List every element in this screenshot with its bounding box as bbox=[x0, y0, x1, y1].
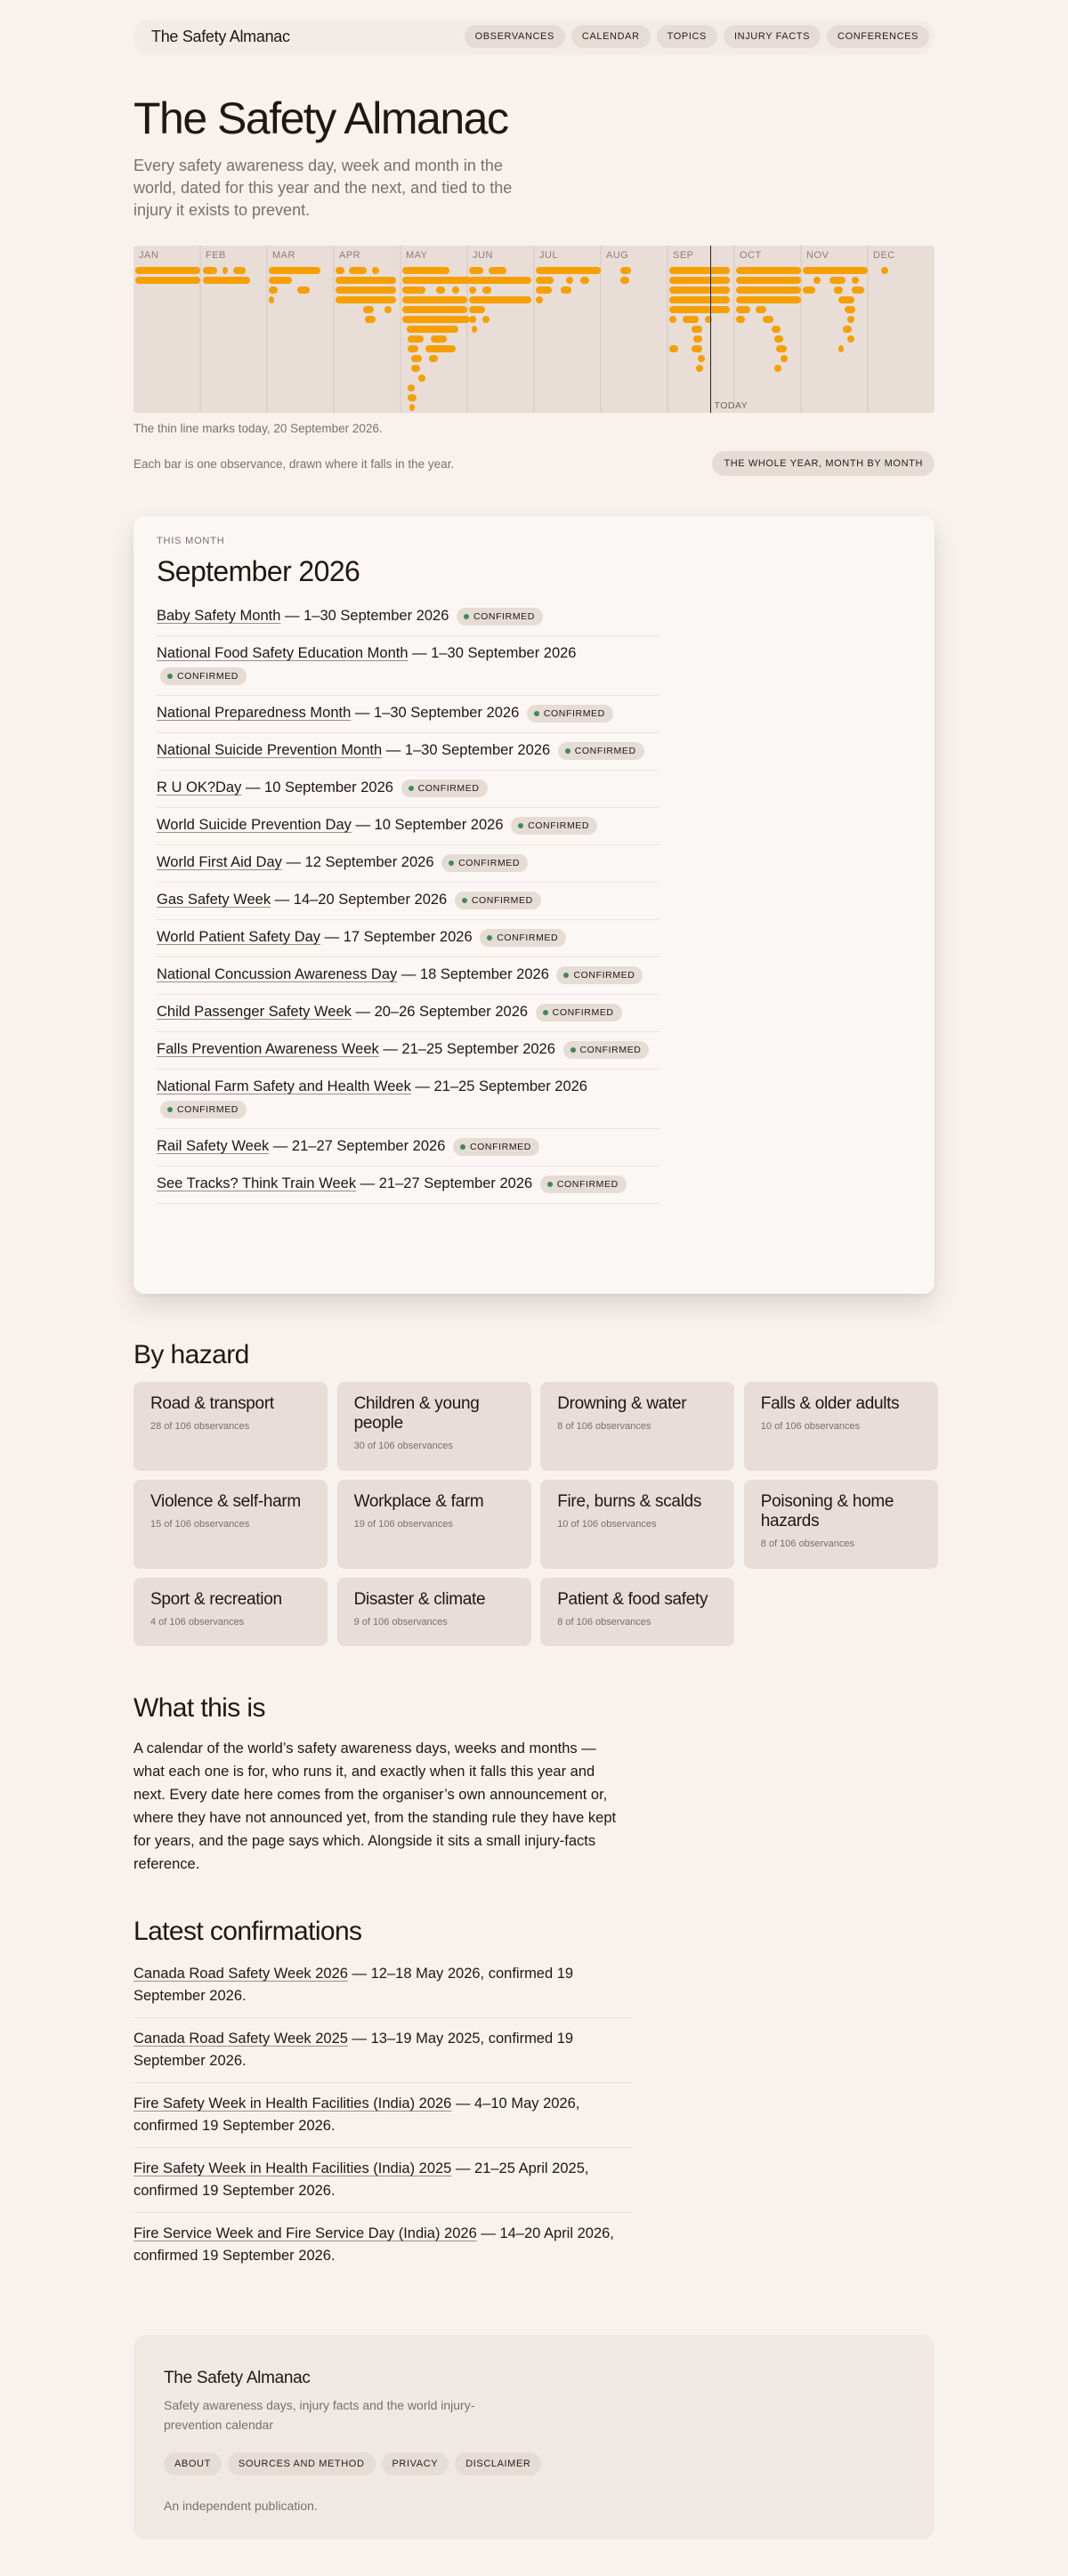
hazard-card[interactable] bbox=[337, 1480, 531, 1569]
observance-link[interactable]: R U OK?Day bbox=[157, 779, 242, 795]
confirmed-badge bbox=[160, 667, 247, 685]
hazard-name: Patient & food safety bbox=[557, 1590, 708, 1609]
observance-link[interactable]: Rail Safety Week bbox=[157, 1138, 270, 1154]
about-section-title: What this is bbox=[134, 1693, 265, 1723]
site-brand[interactable]: The Safety Almanac bbox=[151, 27, 290, 45]
observance-bar bbox=[669, 306, 730, 313]
observance-bar bbox=[845, 306, 855, 313]
observance-dates: — 21–25 September 2026 bbox=[410, 1078, 587, 1094]
observance-bar bbox=[469, 267, 483, 274]
observance-bar bbox=[829, 277, 846, 284]
hazard-card[interactable] bbox=[337, 1578, 531, 1646]
observance-bar bbox=[736, 306, 750, 313]
observance-item bbox=[157, 1070, 659, 1129]
observance-bar bbox=[402, 316, 470, 323]
observance-bar bbox=[774, 365, 781, 372]
observance-bar bbox=[407, 326, 458, 333]
status-dot-icon bbox=[167, 674, 173, 679]
hazard-name: Workplace & farm bbox=[353, 1492, 484, 1511]
observance-bar bbox=[536, 267, 601, 274]
month-label: NOV bbox=[806, 250, 829, 261]
observance-bar bbox=[472, 326, 477, 333]
badge-label: CONFIRMED bbox=[473, 610, 535, 622]
whole-year-button[interactable]: THE WHOLE YEAR, MONTH BY MONTH bbox=[712, 451, 934, 476]
hazard-name: Sport & recreation bbox=[150, 1590, 282, 1609]
month-label: AUG bbox=[606, 250, 629, 261]
observance-bar bbox=[452, 287, 459, 294]
latest-item bbox=[134, 2223, 632, 2277]
confirmed-badge bbox=[401, 779, 488, 797]
latest-link[interactable]: Fire Service Week and Fire Service Day (India) 2026 bbox=[134, 2225, 477, 2241]
nav-injury-facts[interactable]: INJURY FACTS bbox=[724, 25, 821, 48]
year-timeline bbox=[134, 246, 934, 413]
today-label: TODAY bbox=[714, 400, 748, 411]
observance-bar bbox=[363, 306, 374, 313]
timeline-caption: The thin line marks today, 20 September 2026. bbox=[134, 422, 383, 435]
status-dot-icon bbox=[462, 898, 467, 903]
hazard-card[interactable] bbox=[134, 1578, 328, 1646]
month-label: SEP bbox=[673, 250, 694, 261]
observance-bar bbox=[482, 316, 490, 323]
status-dot-icon bbox=[487, 935, 492, 941]
observance-bar bbox=[536, 277, 554, 284]
observance-dates: — 21–27 September 2026 bbox=[269, 1138, 449, 1154]
badge-label: CONFIRMED bbox=[177, 1103, 239, 1115]
observance-link[interactable]: National Preparedness Month bbox=[157, 705, 352, 721]
latest-link[interactable]: Fire Safety Week in Health Facilities (India) 2025 bbox=[134, 2160, 452, 2176]
observance-item bbox=[157, 696, 659, 733]
hazard-name: Road & transport bbox=[150, 1394, 274, 1413]
footer-privacy-link[interactable]: PRIVACY bbox=[382, 2452, 449, 2475]
badge-label: CONFIRMED bbox=[528, 820, 590, 831]
observance-bar bbox=[881, 267, 888, 274]
status-dot-icon bbox=[464, 614, 469, 619]
hazard-name: Fire, burns & scalds bbox=[557, 1492, 702, 1511]
observance-item bbox=[157, 1167, 659, 1204]
observance-item bbox=[157, 845, 659, 883]
confirmed-badge bbox=[511, 817, 597, 835]
observance-item bbox=[157, 808, 659, 845]
observance-bar bbox=[233, 267, 246, 274]
observance-bar bbox=[135, 277, 200, 284]
observance-bar bbox=[365, 316, 376, 323]
observance-bar bbox=[620, 277, 629, 284]
latest-item bbox=[134, 1963, 632, 2018]
timeline-footer-row bbox=[134, 451, 934, 476]
confirmed-badge bbox=[453, 1138, 539, 1156]
observance-bar bbox=[620, 267, 631, 274]
observance-bar bbox=[692, 326, 702, 333]
observance-bar bbox=[469, 306, 485, 313]
footer-tagline: Safety awareness days, injury facts and the world injury-prevention calendar bbox=[164, 2398, 475, 2432]
observance-link[interactable]: National Farm Safety and Health Week bbox=[157, 1078, 411, 1094]
observance-bar bbox=[763, 316, 773, 323]
observance-bar bbox=[408, 394, 417, 401]
latest-item bbox=[134, 2028, 632, 2083]
badge-label: CONFIRMED bbox=[177, 670, 239, 682]
observance-dates: — 20–26 September 2026 bbox=[351, 1004, 532, 1020]
observance-bar bbox=[852, 287, 864, 294]
observance-bar bbox=[669, 316, 676, 323]
badge-label: CONFIRMED bbox=[574, 745, 636, 756]
observance-dates: — 17 September 2026 bbox=[320, 929, 477, 945]
observance-dates: — 21–25 September 2026 bbox=[378, 1041, 560, 1057]
observance-bar bbox=[669, 277, 730, 284]
observance-item bbox=[157, 883, 659, 920]
status-dot-icon bbox=[167, 1107, 173, 1112]
observance-dates: — 12 September 2026 bbox=[281, 854, 439, 870]
observance-bar bbox=[736, 287, 801, 294]
observance-bar bbox=[781, 355, 788, 362]
observance-bar bbox=[222, 267, 228, 274]
latest-details: — 13–19 May 2025, confirmed 19 September 2026. bbox=[134, 2031, 574, 2069]
footer-links bbox=[164, 2452, 904, 2475]
observance-bar bbox=[469, 287, 476, 294]
hazard-card[interactable] bbox=[134, 1382, 328, 1471]
observance-bar bbox=[736, 316, 745, 323]
observance-bar bbox=[834, 287, 843, 294]
footer-sources-link[interactable]: SOURCES AND METHOD bbox=[228, 2452, 376, 2475]
month-label: DEC bbox=[873, 250, 895, 261]
observance-item bbox=[157, 1129, 659, 1167]
site-footer bbox=[134, 2335, 934, 2540]
observance-link[interactable]: National Suicide Prevention Month bbox=[157, 742, 383, 758]
hazard-count: 9 of 106 observances bbox=[353, 1617, 448, 1627]
observance-item bbox=[157, 636, 659, 696]
observance-bar bbox=[847, 316, 854, 323]
observance-bar bbox=[813, 277, 821, 284]
month-label: JUL bbox=[539, 250, 559, 261]
observance-bar bbox=[838, 296, 854, 303]
hazard-name: Disaster & climate bbox=[353, 1590, 486, 1609]
footer-note: An independent publication. bbox=[164, 2499, 318, 2513]
confirmed-badge bbox=[441, 854, 528, 872]
nav-calendar[interactable]: CALENDAR bbox=[571, 25, 651, 48]
hazard-name: Violence & self-harm bbox=[150, 1492, 301, 1511]
hazard-card[interactable] bbox=[540, 1578, 734, 1646]
observance-bar bbox=[669, 287, 730, 294]
observance-link[interactable]: National Concussion Awareness Day bbox=[157, 966, 398, 982]
confirmed-badge bbox=[457, 608, 543, 626]
confirmed-badge bbox=[480, 929, 566, 947]
observance-bar bbox=[669, 296, 730, 303]
hazard-name: Drowning & water bbox=[557, 1394, 687, 1413]
hazard-card[interactable] bbox=[744, 1382, 938, 1471]
observance-bar bbox=[482, 287, 491, 294]
hazard-count: 15 of 106 observances bbox=[150, 1519, 250, 1530]
observance-dates: — 1–30 September 2026 bbox=[280, 608, 453, 624]
page-title: The Safety Almanac bbox=[134, 93, 508, 143]
hazard-count: 8 of 106 observances bbox=[557, 1421, 651, 1432]
observance-bar bbox=[297, 287, 310, 294]
observance-bar bbox=[336, 287, 396, 294]
observance-bar bbox=[736, 296, 801, 303]
badge-label: CONFIRMED bbox=[497, 932, 559, 943]
observance-bar bbox=[536, 287, 552, 294]
observance-dates: — 10 September 2026 bbox=[351, 817, 508, 833]
status-dot-icon bbox=[460, 1144, 465, 1150]
confirmed-badge bbox=[556, 966, 643, 984]
timeline-note: Each bar is one observance, drawn where it falls in the year. bbox=[134, 456, 455, 471]
status-dot-icon bbox=[534, 711, 539, 716]
this-month-card bbox=[134, 516, 934, 1294]
observance-bar bbox=[669, 267, 730, 274]
confirmed-badge bbox=[527, 705, 613, 723]
observance-bar bbox=[336, 277, 396, 284]
observance-link[interactable]: Child Passenger Safety Week bbox=[157, 1004, 352, 1020]
confirmed-badge bbox=[455, 892, 541, 909]
this-month-eyebrow: THIS MONTH bbox=[157, 536, 225, 546]
confirmed-badge bbox=[558, 742, 644, 760]
observance-bar bbox=[425, 345, 456, 352]
status-dot-icon bbox=[518, 823, 523, 828]
latest-link[interactable]: Fire Safety Week in Health Facilities (India) 2026 bbox=[134, 2096, 452, 2112]
observance-bar bbox=[698, 355, 705, 362]
status-dot-icon bbox=[563, 973, 569, 978]
observance-bar bbox=[135, 267, 200, 274]
confirmed-badge bbox=[536, 1004, 622, 1022]
observance-dates: — 18 September 2026 bbox=[397, 966, 554, 982]
observance-bar bbox=[436, 287, 445, 294]
observance-bar bbox=[411, 355, 422, 362]
month-label: JUN bbox=[473, 250, 493, 261]
observance-bar bbox=[203, 267, 217, 274]
observance-bar bbox=[349, 267, 367, 274]
badge-label: CONFIRMED bbox=[579, 1044, 642, 1055]
hazard-card[interactable] bbox=[744, 1480, 938, 1569]
observance-bar bbox=[683, 316, 699, 323]
hazard-card[interactable] bbox=[134, 1480, 328, 1569]
latest-details: — 12–18 May 2026, confirmed 19 September 2026. bbox=[134, 1966, 574, 2004]
observance-bar bbox=[402, 287, 425, 294]
observance-bar bbox=[408, 335, 424, 343]
hazard-section-title: By hazard bbox=[134, 1340, 249, 1369]
hazard-name: Children & young people bbox=[353, 1394, 480, 1433]
status-dot-icon bbox=[565, 748, 570, 754]
latest-section-title: Latest confirmations bbox=[134, 1917, 362, 1946]
observance-bar bbox=[402, 296, 467, 303]
badge-label: CONFIRMED bbox=[417, 782, 480, 794]
nav-topics[interactable]: TOPICS bbox=[657, 25, 717, 48]
hazard-grid bbox=[134, 1382, 934, 1646]
observance-link[interactable]: See Tracks? Think Train Week bbox=[157, 1175, 357, 1191]
observance-bar bbox=[203, 277, 250, 284]
observance-item bbox=[157, 920, 659, 957]
observance-bar bbox=[269, 277, 292, 284]
observance-bar bbox=[402, 277, 472, 284]
observance-bar bbox=[692, 345, 702, 352]
hazard-count: 10 of 106 observances bbox=[760, 1421, 861, 1432]
hazard-card[interactable] bbox=[540, 1382, 734, 1471]
observance-bar bbox=[847, 335, 854, 343]
hazard-name: Falls & older adults bbox=[760, 1394, 900, 1413]
observance-bar bbox=[536, 296, 543, 303]
hazard-card[interactable] bbox=[540, 1480, 734, 1569]
observance-bar bbox=[696, 365, 703, 372]
timeline-svg bbox=[134, 246, 934, 413]
observance-bar bbox=[402, 267, 449, 274]
observance-bar bbox=[772, 326, 781, 333]
about-body: A calendar of the world’s safety awareness days, weeks and months — what each one is for, who runs it, and exactly when it falls this year and next. Every date here comes from the organiser’s own announcement or, where they have not announced yet, from the standing rule they have kept for years, and the page says which. Alongside it sits a small injury-facts reference. bbox=[134, 1740, 617, 1872]
observance-bar bbox=[372, 267, 379, 274]
observance-dates: — 1–30 September 2026 bbox=[382, 742, 554, 758]
observance-bar bbox=[852, 277, 859, 284]
latest-item bbox=[134, 2158, 632, 2213]
observance-item bbox=[157, 599, 659, 636]
observance-dates: — 1–30 September 2026 bbox=[408, 645, 577, 661]
observance-bar bbox=[408, 345, 418, 352]
nav-conferences[interactable]: CONFERENCES bbox=[827, 25, 929, 48]
observance-bar bbox=[756, 306, 766, 313]
hazard-name: Poisoning & home hazards bbox=[760, 1492, 894, 1530]
observance-bar bbox=[409, 404, 415, 411]
observance-dates: — 10 September 2026 bbox=[241, 779, 398, 795]
observance-bar bbox=[489, 267, 506, 274]
observance-bar bbox=[776, 345, 787, 352]
latest-details: — 21–25 April 2025, confirmed 19 September 2026. bbox=[134, 2160, 589, 2199]
hazard-count: 28 of 106 observances bbox=[150, 1421, 250, 1432]
badge-label: CONFIRMED bbox=[471, 894, 533, 906]
observance-link[interactable]: World Suicide Prevention Day bbox=[157, 817, 352, 833]
status-dot-icon bbox=[449, 860, 454, 866]
footer-disclaimer-link[interactable]: DISCLAIMER bbox=[455, 2452, 541, 2475]
observance-bar bbox=[669, 345, 678, 352]
observance-bar bbox=[736, 277, 801, 284]
observance-bar bbox=[431, 335, 447, 343]
observance-bar bbox=[580, 277, 589, 284]
observance-link[interactable]: Falls Prevention Awareness Week bbox=[157, 1041, 379, 1057]
observance-bar bbox=[269, 287, 278, 294]
observance-dates: — 14–20 September 2026 bbox=[271, 892, 451, 908]
confirmed-badge bbox=[160, 1101, 247, 1118]
badge-label: CONFIRMED bbox=[573, 969, 635, 981]
observance-bar bbox=[384, 306, 392, 313]
nav-observances[interactable]: OBSERVANCES bbox=[465, 25, 565, 48]
observance-bar bbox=[566, 277, 573, 284]
badge-label: CONFIRMED bbox=[458, 857, 521, 868]
hazard-card[interactable] bbox=[337, 1382, 531, 1471]
observance-bar bbox=[402, 306, 467, 313]
hazard-count: 10 of 106 observances bbox=[557, 1519, 657, 1530]
footer-about-link[interactable]: ABOUT bbox=[164, 2452, 222, 2475]
observance-bar bbox=[803, 267, 868, 274]
badge-label: CONFIRMED bbox=[556, 1178, 619, 1190]
confirmed-badge bbox=[540, 1175, 627, 1193]
observance-link[interactable]: World Patient Safety Day bbox=[157, 929, 321, 945]
observance-bar bbox=[693, 335, 702, 343]
latest-details: — 14–20 April 2026, confirmed 19 September 2026. bbox=[134, 2225, 614, 2264]
latest-list bbox=[134, 1963, 632, 2287]
observance-bar bbox=[336, 296, 396, 303]
observance-bar bbox=[418, 375, 425, 382]
month-label: MAR bbox=[272, 250, 295, 261]
observance-item bbox=[157, 995, 659, 1032]
observance-dates: — 21–27 September 2026 bbox=[356, 1175, 537, 1191]
observance-bar bbox=[838, 345, 844, 352]
observance-bar bbox=[269, 296, 274, 303]
hazard-count: 30 of 106 observances bbox=[353, 1441, 453, 1451]
observance-item bbox=[157, 771, 659, 808]
badge-label: CONFIRMED bbox=[543, 707, 605, 719]
observance-bar bbox=[736, 267, 801, 274]
observance-bar bbox=[429, 355, 438, 362]
observance-list bbox=[157, 599, 659, 1204]
observance-link[interactable]: World First Aid Day bbox=[157, 854, 282, 870]
observance-bar bbox=[843, 326, 852, 333]
observance-bar bbox=[411, 365, 420, 372]
observance-bar bbox=[269, 267, 320, 274]
month-label: FEB bbox=[206, 250, 226, 261]
latest-item bbox=[134, 2093, 632, 2148]
observance-link[interactable]: Baby Safety Month bbox=[157, 608, 281, 624]
badge-label: CONFIRMED bbox=[552, 1006, 614, 1018]
latest-details: — 4–10 May 2026, confirmed 19 September 2026. bbox=[134, 2096, 580, 2134]
observance-bar bbox=[336, 267, 344, 274]
observance-bar bbox=[774, 335, 783, 343]
nav-links bbox=[465, 25, 929, 48]
page-subtitle: Every safety awareness day, week and month in the world, dated for this year and the next, and tied to the injury it exists to prevent. bbox=[134, 157, 513, 219]
this-month-title: September 2026 bbox=[157, 555, 360, 587]
observance-dates: — 1–30 September 2026 bbox=[351, 705, 523, 721]
hazard-count: 19 of 106 observances bbox=[353, 1519, 453, 1530]
observance-item bbox=[157, 957, 659, 995]
observance-bar bbox=[408, 384, 415, 392]
observance-bar bbox=[803, 287, 815, 294]
hazard-count: 8 of 106 observances bbox=[557, 1617, 651, 1627]
observance-bar bbox=[469, 316, 476, 323]
observance-link[interactable]: National Food Safety Education Month bbox=[157, 645, 409, 661]
status-dot-icon bbox=[409, 786, 414, 791]
month-label: APR bbox=[339, 250, 361, 261]
observance-link[interactable]: Gas Safety Week bbox=[157, 892, 271, 908]
observance-item bbox=[157, 733, 659, 771]
observance-bar bbox=[469, 296, 531, 303]
top-nav bbox=[134, 20, 934, 53]
confirmed-badge bbox=[563, 1041, 650, 1059]
hazard-count: 8 of 106 observances bbox=[760, 1538, 854, 1549]
latest-link[interactable]: Canada Road Safety Week 2025 bbox=[134, 2031, 348, 2047]
month-label: JAN bbox=[139, 250, 159, 261]
status-dot-icon bbox=[543, 1010, 548, 1015]
footer-brand: The Safety Almanac bbox=[164, 2369, 311, 2387]
observance-bar bbox=[561, 287, 571, 294]
status-dot-icon bbox=[570, 1047, 576, 1053]
observance-bar bbox=[469, 277, 531, 284]
month-label: MAY bbox=[406, 250, 428, 261]
observance-item bbox=[157, 1032, 659, 1070]
status-dot-icon bbox=[547, 1182, 553, 1187]
hazard-count: 4 of 106 observances bbox=[150, 1617, 245, 1627]
badge-label: CONFIRMED bbox=[469, 1141, 531, 1152]
latest-link[interactable]: Canada Road Safety Week 2026 bbox=[134, 1966, 348, 1982]
month-label: OCT bbox=[740, 250, 762, 261]
